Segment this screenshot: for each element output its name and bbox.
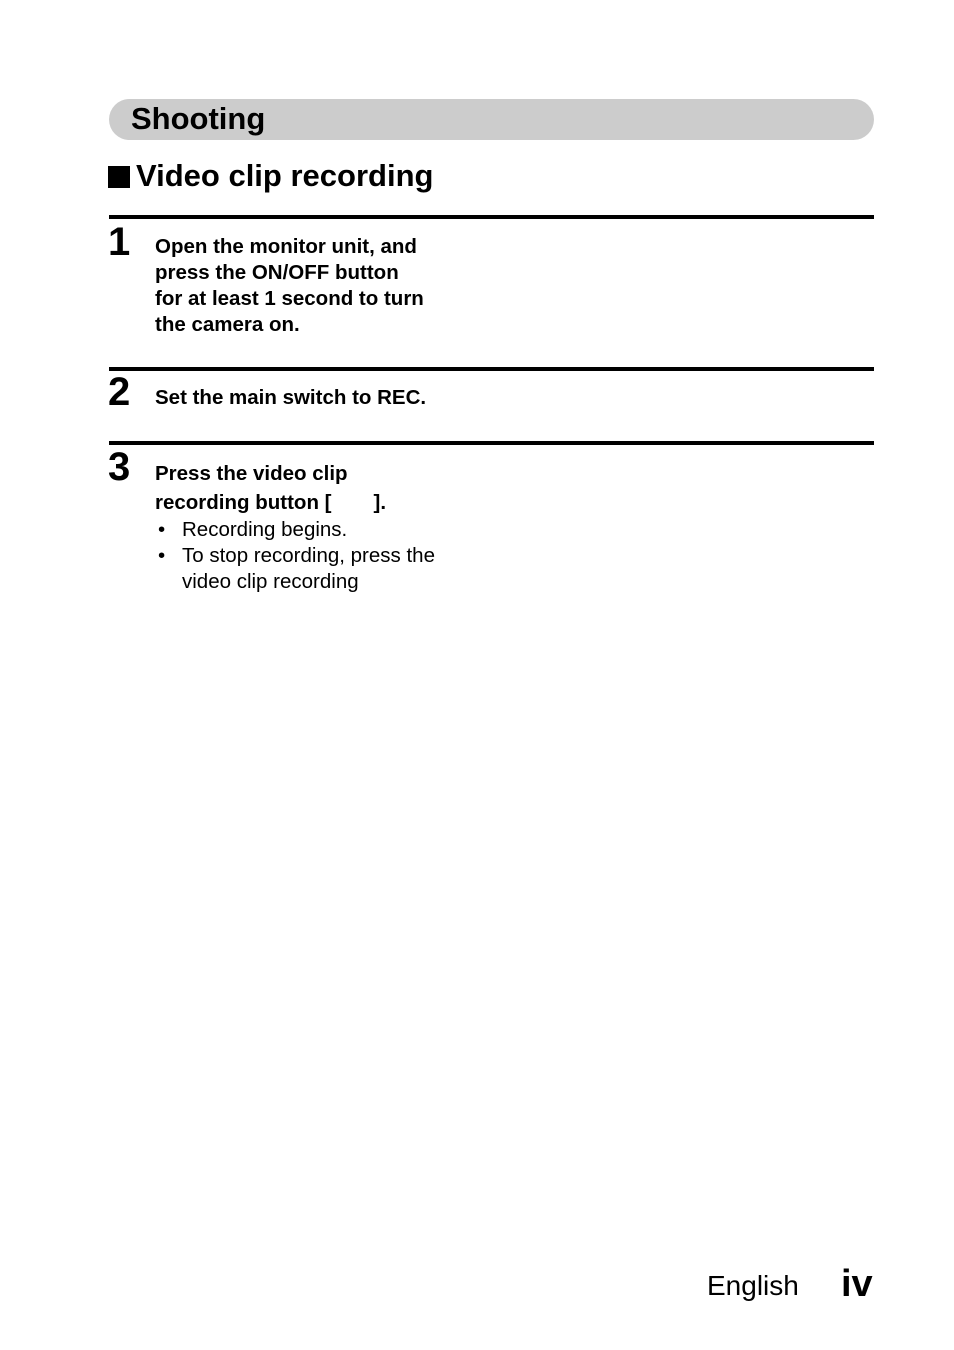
- step-divider: [109, 215, 874, 219]
- step-line-text: recording button [: [155, 491, 332, 514]
- step-line: the camera on.: [155, 313, 300, 336]
- square-bullet-icon: [108, 166, 130, 188]
- footer-language: English: [707, 1270, 799, 1301]
- step-number: 3: [108, 445, 131, 489]
- step-divider: [109, 441, 874, 445]
- page-heading: [108, 156, 433, 196]
- step-instruction: [155, 459, 386, 517]
- list-item: [158, 543, 442, 595]
- section-title: Shooting: [131, 101, 266, 136]
- step-instruction: [155, 234, 424, 338]
- step-instruction: [155, 385, 426, 411]
- step-line: for at least 1 second to turn: [155, 287, 424, 310]
- step-number: 1: [108, 220, 131, 264]
- bullet-text: To stop recording, press the video clip recording: [182, 544, 435, 593]
- bullet-dot-icon: •: [158, 518, 166, 541]
- video-record-button-icon: [332, 495, 374, 513]
- bullet-list: [158, 517, 442, 595]
- step-number: 2: [108, 370, 131, 414]
- bullet-dot-icon: •: [158, 544, 166, 567]
- step-line-end: ].: [373, 491, 387, 514]
- heading-text: Video clip recording: [136, 158, 434, 193]
- bullet-text: Recording begins.: [182, 518, 348, 541]
- page-number: iv: [841, 1263, 873, 1305]
- step-line: [155, 488, 386, 517]
- list-item: [158, 517, 442, 543]
- step-line: Press the video clip: [155, 462, 348, 485]
- step-line: press the ON/OFF button: [155, 261, 399, 284]
- step-divider: [109, 367, 874, 371]
- step-line: Open the monitor unit, and: [155, 235, 417, 258]
- step-line: Set the main switch to REC.: [155, 386, 427, 409]
